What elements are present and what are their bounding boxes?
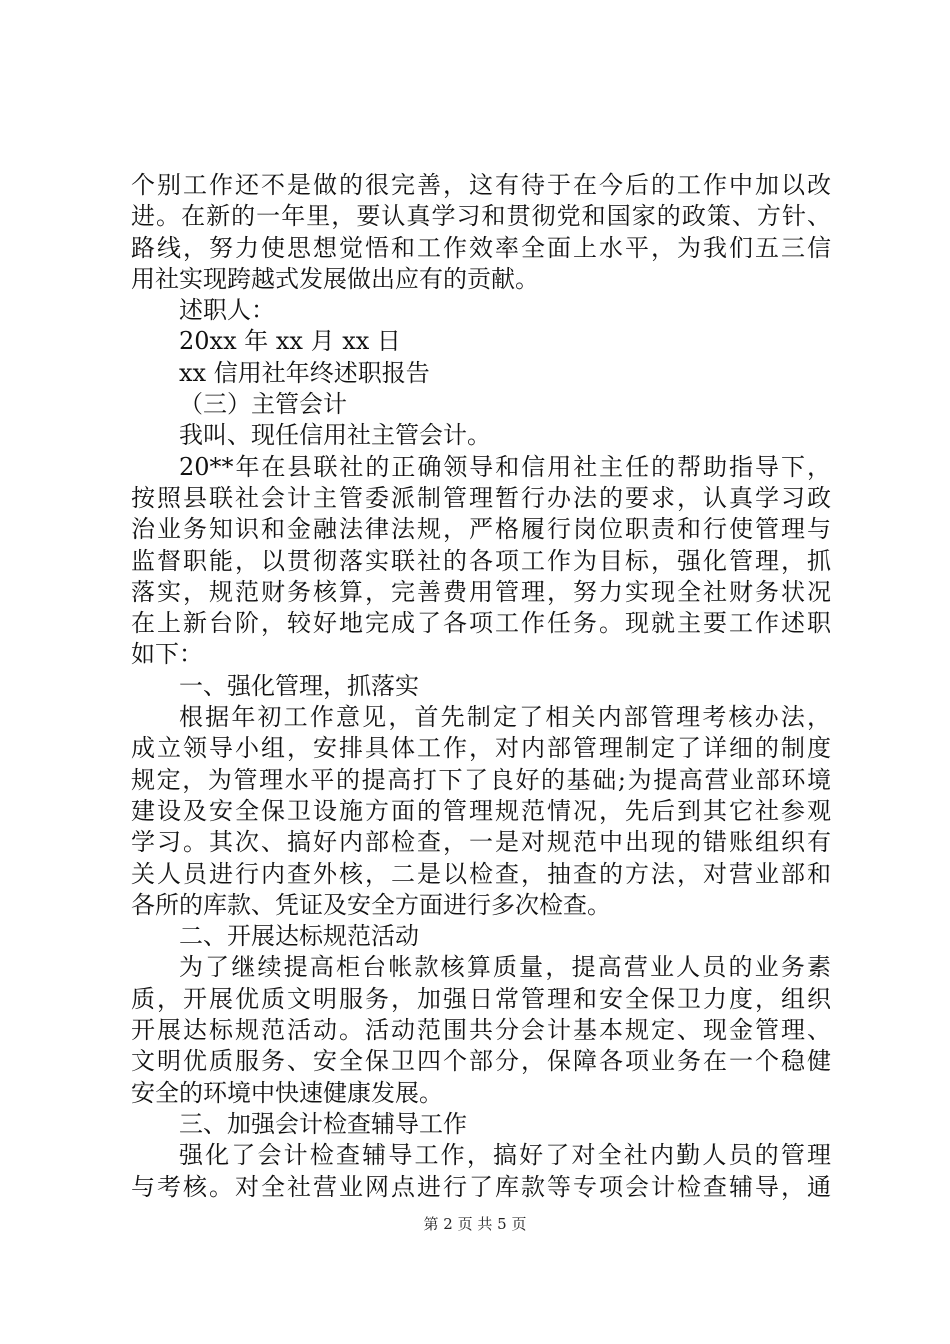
date-line: 20xx 年 xx 月 xx 日 <box>179 327 401 356</box>
text-line: 关人员进行内查外核，二是以检查，抽查的方法，对营业部和 <box>131 859 831 888</box>
text-line: 监督职能，以贯彻落实联社的各项工作为目标，强化管理，抓 <box>131 546 831 575</box>
text-line: 文明优质服务、安全保卫四个部分，保障各项业务在一个稳健 <box>131 1047 831 1076</box>
document-body <box>131 170 831 1203</box>
text-line: 治业务知识和金融法律法规，严格履行岗位职责和行使管理与 <box>131 515 831 544</box>
text-line: 各所的库款、凭证及安全方面进行多次检查。 <box>131 890 611 919</box>
text-line: 我叫、现任信用社主管会计。 <box>179 421 491 450</box>
text-line: 根据年初工作意见，首先制定了相关内部管理考核办法， <box>179 703 831 732</box>
text-line: 与考核。对全社营业网点进行了库款等专项会计检查辅导，通 <box>131 1172 831 1201</box>
page-number: 第 2 页 共 5 页 <box>423 1215 527 1233</box>
text-line: 规定，为管理水平的提高打下了良好的基础;为提高营业部环境 <box>131 765 831 794</box>
heading-3: 三、加强会计检查辅导工作 <box>179 1109 467 1138</box>
section-title: xx 信用社年终述职报告 <box>179 358 430 387</box>
text-line: 20**年在县联社的正确领导和信用社主任的帮助指导下， <box>179 452 831 481</box>
text-line: 落实，规范财务核算，完善费用管理，努力实现全社财务状况 <box>131 577 831 606</box>
text-line: 用社实现跨越式发展做出应有的贡献。 <box>131 264 539 293</box>
text-line: 个别工作还不是做的很完善，这有待于在今后的工作中加以改 <box>131 171 831 199</box>
text-line: 质，开展优质文明服务，加强日常管理和安全保卫力度，组织 <box>131 984 831 1013</box>
text-line: 成立领导小组，安排具体工作，对内部管理制定了详细的制度 <box>131 734 831 763</box>
text-line: 开展达标规范活动。活动范围共分会计基本规定、现金管理、 <box>131 1016 831 1045</box>
text-line: 如下： <box>131 640 203 669</box>
heading-1: 一、强化管理，抓落实 <box>179 671 419 700</box>
text-line: 安全的环境中快速健康发展。 <box>131 1078 443 1107</box>
text-line: 为了继续提高柜台帐款核算质量，提高营业人员的业务素 <box>179 953 831 982</box>
signature-label: 述职人： <box>179 296 275 325</box>
text-line: 建设及安全保卫设施方面的管理规范情况，先后到其它社参观 <box>131 796 831 825</box>
text-line: 在上新台阶，较好地完成了各项工作任务。现就主要工作述职 <box>131 609 831 638</box>
heading-2: 二、开展达标规范活动 <box>179 922 419 951</box>
section-subtitle: （三）主管会计 <box>179 390 347 419</box>
text-line: 进。在新的一年里，要认真学习和贯彻党和国家的政策、方针、 <box>131 202 831 231</box>
text-line: 强化了会计检查辅导工作，搞好了对全社内勤人员的管理 <box>179 1141 831 1170</box>
text-line: 路线，努力使思想觉悟和工作效率全面上水平，为我们五三信 <box>131 233 831 262</box>
text-line: 按照县联社会计主管委派制管理暂行办法的要求，认真学习政 <box>131 483 831 512</box>
text-line: 学习。其次、搞好内部检查，一是对规范中出现的错账组织有 <box>131 828 831 857</box>
